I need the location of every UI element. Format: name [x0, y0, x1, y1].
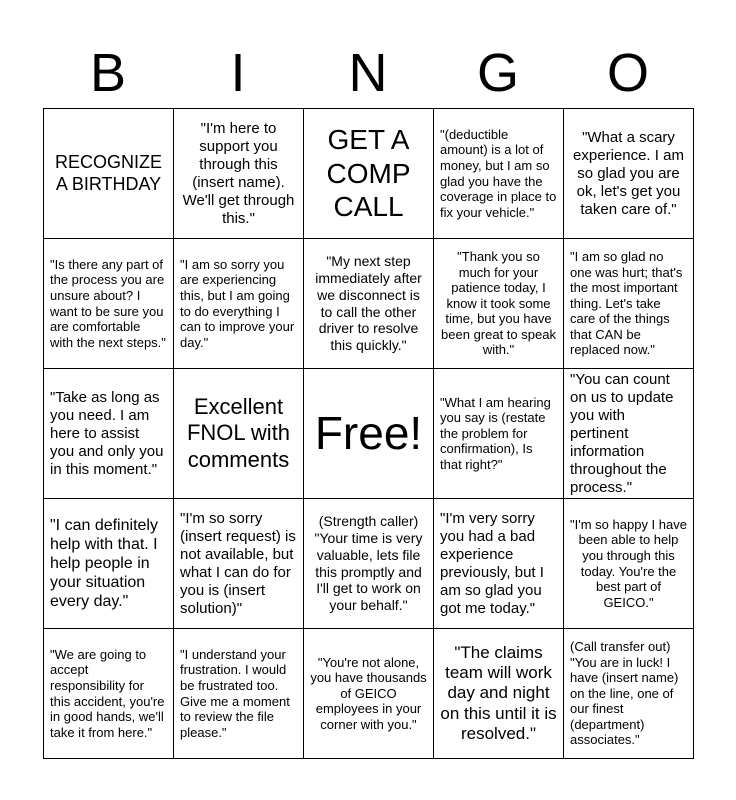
board-row — [44, 369, 694, 499]
header-letter-i: I — [230, 43, 246, 103]
header-letter-g: G — [476, 43, 519, 103]
bingo-cell-r4c2[interactable]: "I'm so sorry (insert request) is not available, but what I can do for you is (insert solution)" — [174, 499, 304, 629]
bingo-header — [43, 38, 693, 108]
header-letter-b: B — [89, 43, 127, 103]
bingo-cell-r5c5[interactable]: (Call transfer out) "You are in luck! I have (insert name) on the line, one of our finest (department) associates." — [564, 629, 694, 759]
bingo-cell-r4c3[interactable]: (Strength caller) "Your time is very valuable, lets file this promptly and I'll get to work on your behalf." — [304, 499, 434, 629]
bingo-cell-r4c4[interactable]: "I'm very sorry you had a bad experience previously, but I am so glad you got me today." — [434, 499, 564, 629]
bingo-cell-r3c5[interactable]: "You can count on us to update you with pertinent information throughout the process." — [564, 369, 694, 499]
bingo-cell-r1c4[interactable]: "(deductible amount) is a lot of money, but I am so glad you have the coverage in place to fix your vehicle." — [434, 109, 564, 239]
board-row — [44, 109, 694, 239]
bingo-cell-r1c2[interactable]: "I'm here to support you through this (insert name). We'll get through this." — [174, 109, 304, 239]
bingo-cell-r2c2[interactable]: "I am so sorry you are experiencing this, but I am going to do everything I can to improve your day." — [174, 239, 304, 369]
bingo-cell-r1c1[interactable]: RECOGNIZE A BIRTHDAY — [44, 109, 174, 239]
bingo-cell-r1c3[interactable]: GET A COMP CALL — [304, 109, 434, 239]
bingo-cell-r4c1[interactable]: "I can definitely help with that. I help people in your situation every day." — [44, 499, 174, 629]
bingo-cell-r1c5[interactable]: "What a scary experience. I am so glad you are ok, let's get you taken care of." — [564, 109, 694, 239]
bingo-cell-r5c1[interactable]: "We are going to accept responsibility for this accident, you're in good hands, we'll take it from here." — [44, 629, 174, 759]
bingo-cell-r4c5[interactable]: "I'm so happy I have been able to help you through this today. You're the best part of GEICO." — [564, 499, 694, 629]
bingo-board — [43, 108, 694, 759]
bingo-cell-free[interactable]: Free! — [304, 369, 434, 499]
bingo-cell-r2c4[interactable]: "Thank you so much for your patience today, I know it took some time, but you have been great to speak with." — [434, 239, 564, 369]
header-letter-n: N — [348, 43, 388, 103]
bingo-cell-r2c1[interactable]: "Is there any part of the process you are unsure about? I want to be sure you are comfortable with the next steps." — [44, 239, 174, 369]
bingo-cell-r3c1[interactable]: "Take as long as you need. I am here to assist you and only you in this moment." — [44, 369, 174, 499]
bingo-cell-r5c4[interactable]: "The claims team will work day and night on this until it is resolved." — [434, 629, 564, 759]
bingo-cell-r3c4[interactable]: "What I am hearing you say is (restate the problem for confirmation), Is that right?" — [434, 369, 564, 499]
board-row — [44, 239, 694, 369]
board-row — [44, 499, 694, 629]
bingo-cell-r5c2[interactable]: "I understand your frustration. I would be frustrated too. Give me a moment to review the file please." — [174, 629, 304, 759]
header-letter-o: O — [606, 43, 649, 103]
bingo-cell-r5c3[interactable]: "You're not alone, you have thousands of GEICO employees in your corner with you." — [304, 629, 434, 759]
bingo-cell-r2c5[interactable]: "I am so glad no one was hurt; that's the most important thing. Let's take care of the things that CAN be replaced now." — [564, 239, 694, 369]
board-row — [44, 629, 694, 759]
bingo-cell-r3c2[interactable]: Excellent FNOL with comments — [174, 369, 304, 499]
bingo-cell-r2c3[interactable]: "My next step immediately after we disconnect is to call the other driver to resolve this quickly." — [304, 239, 434, 369]
